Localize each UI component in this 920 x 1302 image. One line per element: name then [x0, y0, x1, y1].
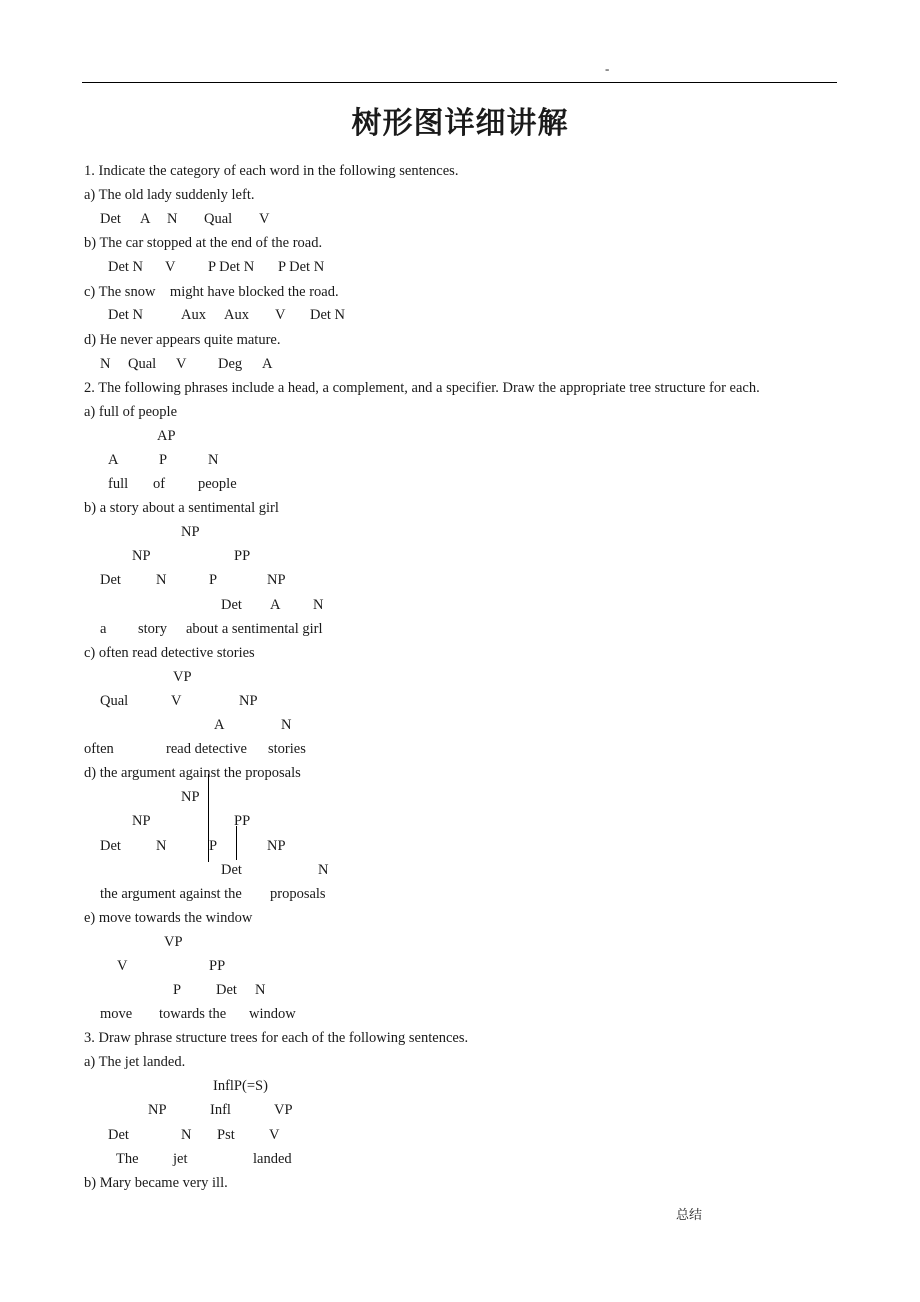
q2a-word: people	[198, 476, 237, 492]
q2c-node: VP	[173, 669, 192, 685]
q2c-node: V	[171, 693, 182, 709]
q2d-node: Det	[221, 862, 242, 878]
q1b-tag: V	[165, 259, 176, 275]
q2-prompt: 2. The following phrases include a head, a complement, and a specifier. Draw the appropriate tree structure for each.	[84, 380, 760, 396]
q3a-node: Infl	[210, 1102, 231, 1118]
q2d-node: NP	[267, 838, 286, 854]
q1c-tag: Aux	[224, 307, 249, 323]
q3a-node: VP	[274, 1102, 293, 1118]
q3a-node: InflP(=S)	[213, 1078, 268, 1094]
q2a-node: A	[108, 452, 119, 468]
q1a-tag: N	[167, 211, 178, 227]
q3a-node: Pst	[217, 1127, 235, 1143]
q2c-node: Qual	[100, 693, 129, 709]
q1d-tag: Qual	[128, 356, 157, 372]
q2b-node: A	[270, 597, 281, 613]
q2d-node: PP	[234, 813, 251, 829]
q2b-node: NP	[132, 548, 151, 564]
q1a-sentence: a) The old lady suddenly left.	[84, 187, 255, 203]
q2a-node: N	[208, 452, 219, 468]
q1c-sentence: c) The snow might have blocked the road.	[84, 284, 339, 300]
q1d-sentence: d) He never appears quite mature.	[84, 332, 281, 348]
q2c-node: A	[214, 717, 225, 733]
q2d-phrase: d) the argument against the proposals	[84, 765, 301, 781]
q1-prompt: 1. Indicate the category of each word in the following sentences.	[84, 163, 459, 179]
q3a-node: NP	[148, 1102, 167, 1118]
tree-branch-line	[208, 774, 209, 862]
q2e-word: window	[249, 1006, 296, 1022]
q2c-node: N	[281, 717, 292, 733]
q1a-tag: A	[140, 211, 151, 227]
q2d-node: NP	[132, 813, 151, 829]
q2b-node: N	[313, 597, 324, 613]
q2d-node: Det	[100, 838, 121, 854]
q1c-tag: Det N	[108, 307, 144, 323]
q3a-word: jet	[173, 1151, 188, 1167]
q2b-node: Det	[221, 597, 242, 613]
q2b-node: Det	[100, 572, 121, 588]
q2a-phrase: a) full of people	[84, 404, 178, 420]
footer-label: 总结	[676, 1207, 703, 1222]
q1c-tag: Det N	[310, 307, 346, 323]
tree-branch-line	[236, 826, 237, 860]
q3b-sentence: b) Mary became very ill.	[84, 1175, 228, 1191]
q3-prompt: 3. Draw phrase structure trees for each of the following sentences.	[84, 1030, 469, 1046]
q2c-phrase: c) often read detective stories	[84, 645, 255, 661]
header-rule	[82, 82, 837, 83]
q2e-phrase: e) move towards the window	[84, 910, 253, 926]
q2c-word: read detective	[166, 741, 247, 757]
q2e-node: P	[173, 982, 182, 998]
q2b-node: N	[156, 572, 167, 588]
q1b-sentence: b) The car stopped at the end of the road.	[84, 235, 323, 251]
q3a-word: The	[116, 1151, 139, 1167]
q2b-node: PP	[234, 548, 251, 564]
q3a-node: Det	[108, 1127, 129, 1143]
q1c-tag: V	[275, 307, 286, 323]
q2c-word: stories	[268, 741, 306, 757]
q2e-word: towards the	[159, 1006, 227, 1022]
q1d-tag: V	[176, 356, 187, 372]
q2b-node: P	[209, 572, 218, 588]
q3a-word: landed	[253, 1151, 292, 1167]
q1d-tag: Deg	[218, 356, 243, 372]
q1b-tag: P Det N	[278, 259, 325, 275]
q2e-word: move	[100, 1006, 133, 1022]
q2d-word: the argument against the	[100, 886, 242, 902]
q2a-word: of	[153, 476, 166, 492]
q1b-tag: Det N	[108, 259, 144, 275]
page-title: 树形图详细讲解	[351, 106, 569, 141]
q2b-word: story	[138, 621, 167, 637]
q2b-node: NP	[181, 524, 200, 540]
q1a-tag: Det	[100, 211, 121, 227]
q3a-sentence: a) The jet landed.	[84, 1054, 186, 1070]
q2d-node: N	[156, 838, 167, 854]
q1d-tag: A	[262, 356, 273, 372]
q2d-node: NP	[181, 789, 200, 805]
q2e-node: V	[117, 958, 128, 974]
q2b-word: about a sentimental girl	[186, 621, 323, 637]
q2e-node: VP	[164, 934, 183, 950]
q2a-word: full	[108, 476, 129, 492]
q2d-node: P	[209, 838, 218, 854]
q1b-tag: P Det N	[208, 259, 255, 275]
q2b-word: a	[100, 621, 107, 637]
q2b-phrase: b) a story about a sentimental girl	[84, 500, 279, 516]
q2c-word: often	[84, 741, 114, 757]
header-dash: -	[605, 61, 610, 76]
q2d-node: N	[318, 862, 329, 878]
q1a-tag: V	[259, 211, 270, 227]
q1c-tag: Aux	[181, 307, 206, 323]
q2a-node: P	[159, 452, 168, 468]
q2c-node: NP	[239, 693, 258, 709]
q3a-node: V	[269, 1127, 280, 1143]
q2e-node: Det	[216, 982, 237, 998]
q2b-node: NP	[267, 572, 286, 588]
q2d-word: proposals	[270, 886, 326, 902]
q2e-node: N	[255, 982, 266, 998]
q1d-tag: N	[100, 356, 111, 372]
q2e-node: PP	[209, 958, 226, 974]
q2a-node: AP	[157, 428, 176, 444]
q1a-tag: Qual	[204, 211, 233, 227]
q3a-node: N	[181, 1127, 192, 1143]
